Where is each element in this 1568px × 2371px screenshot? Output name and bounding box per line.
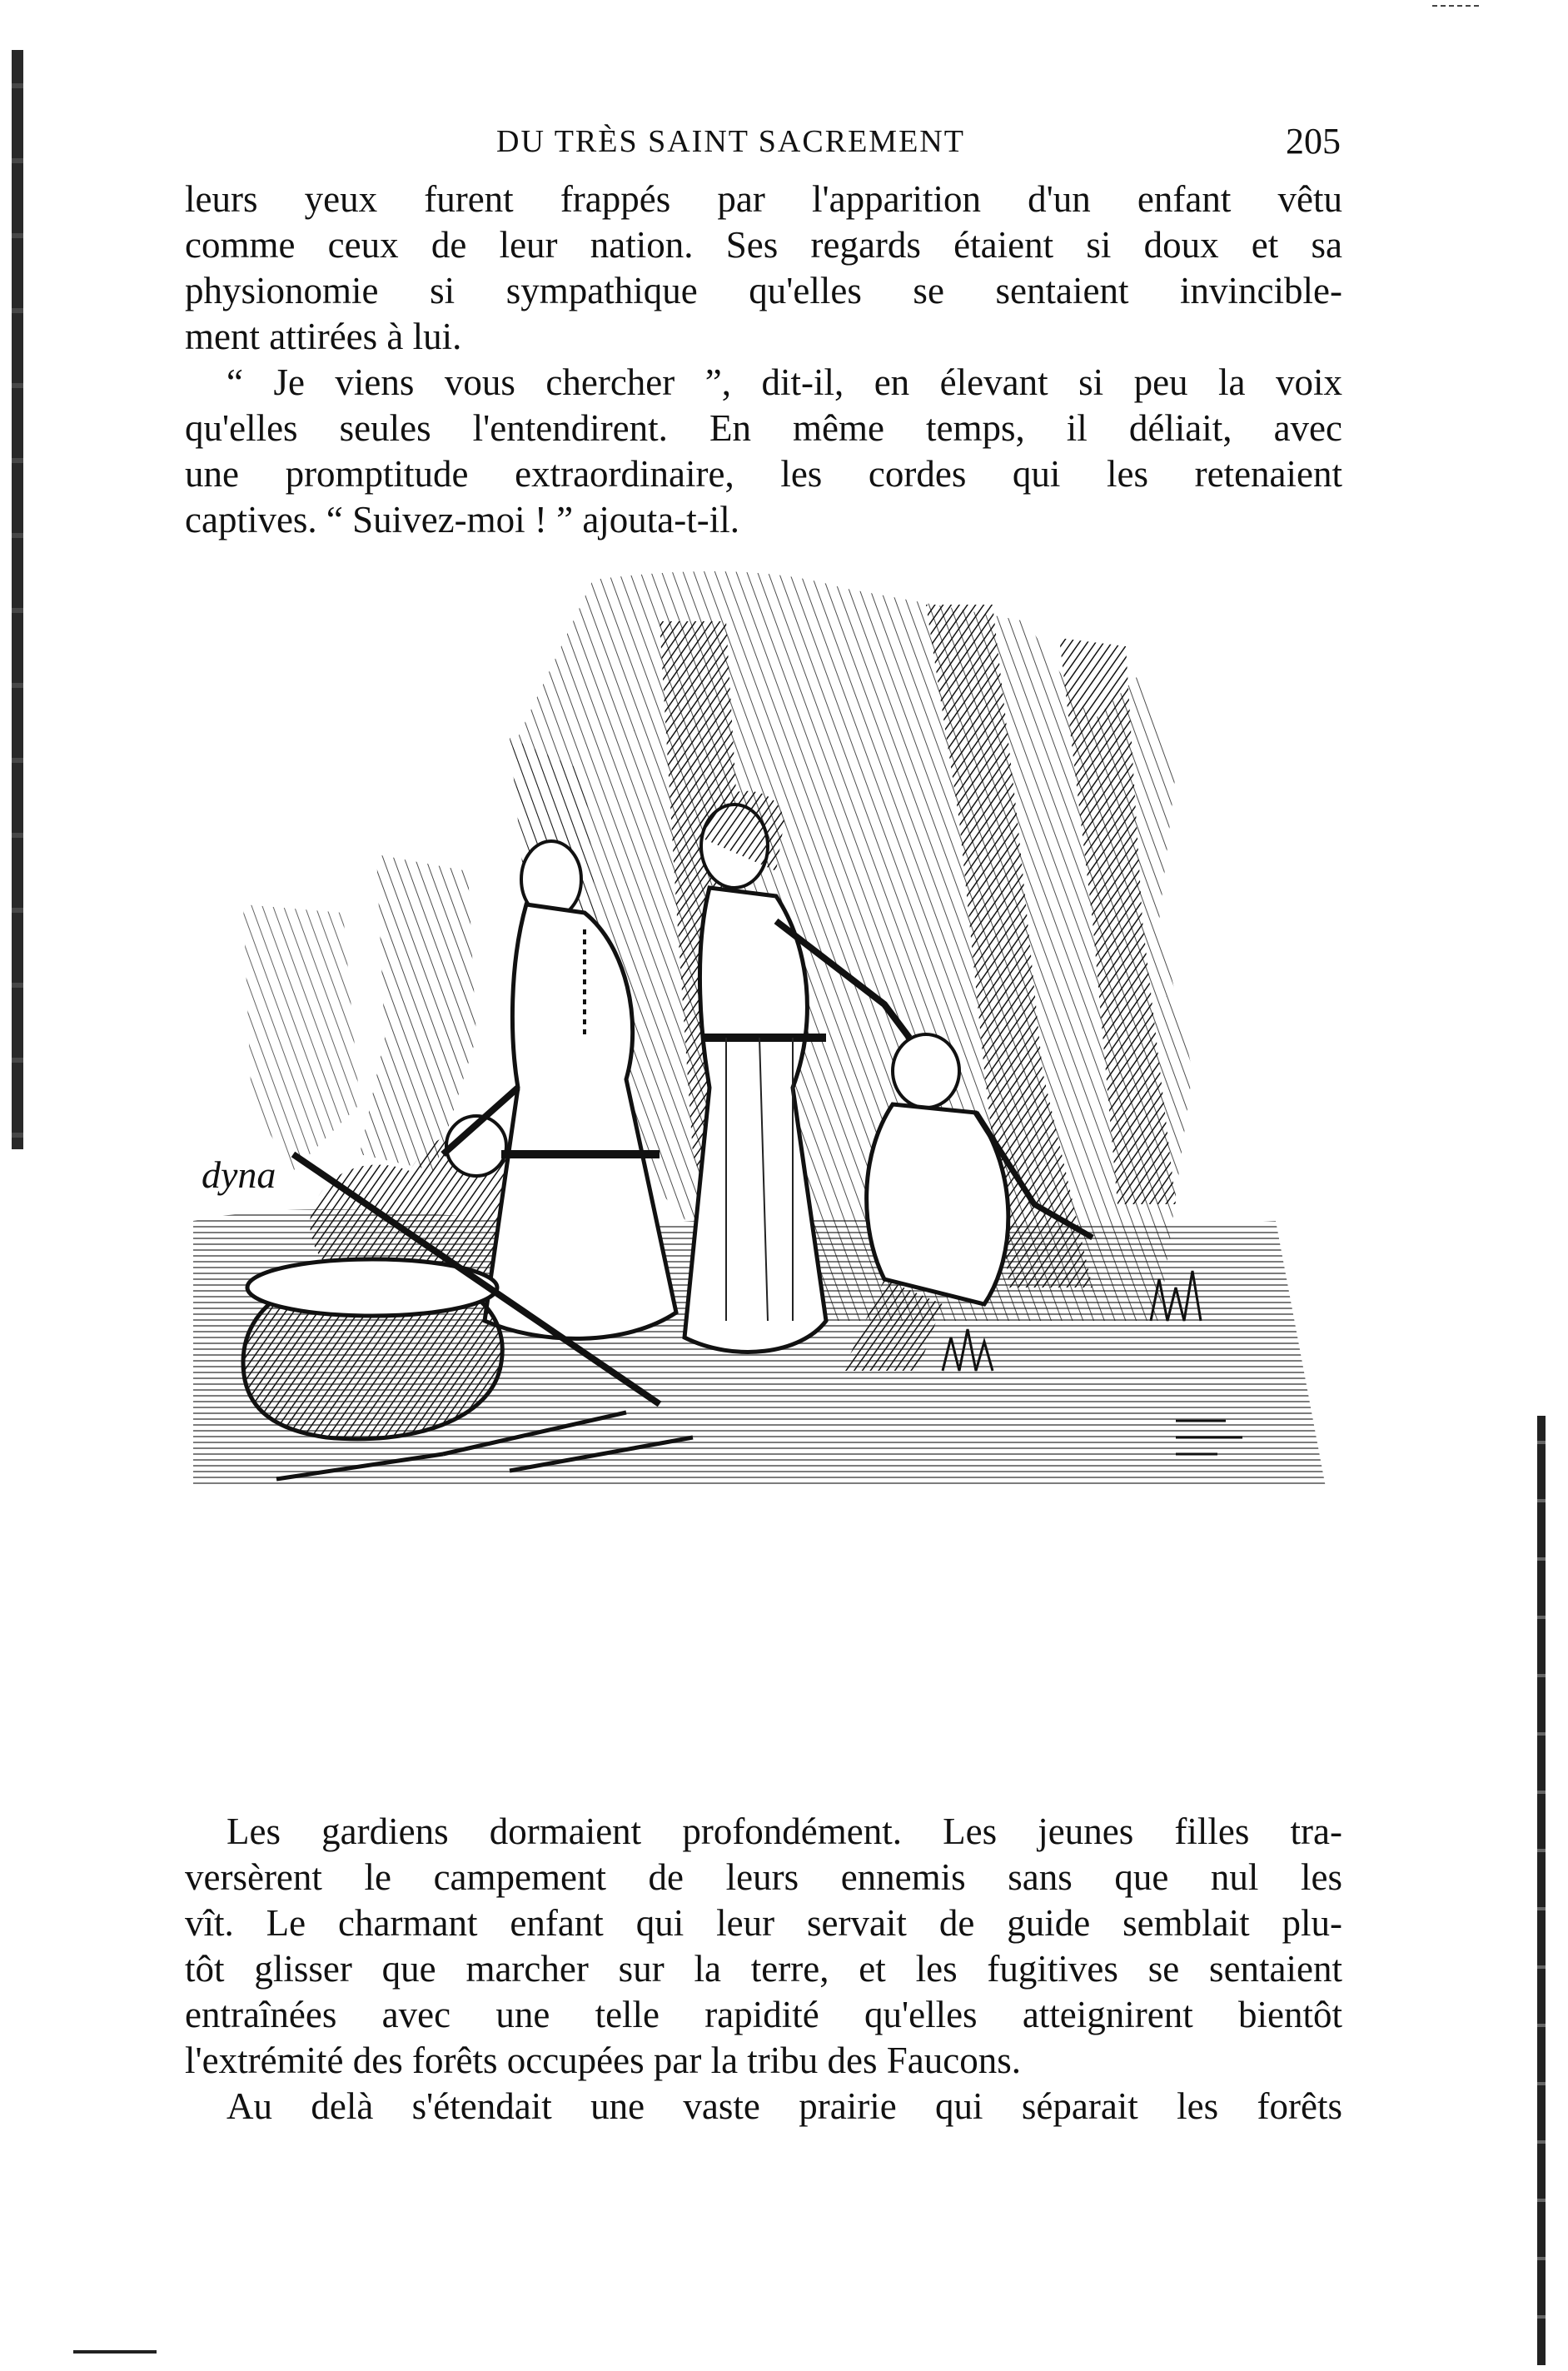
text-line: comme ceux de leur nation. Ses regards étaient si doux et sa [185,224,1342,266]
page-number: 205 [1286,121,1341,162]
text-line: Les gardiens dormaient profondément. Les jeunes filles tra- [226,1811,1342,1852]
forest-scene-icon [193,571,1326,1487]
page-edge-shadow [12,50,23,1149]
running-head [192,117,1341,167]
text-line: tôt glisser que marcher sur la terre, et les fugitives se sentaient [185,1948,1342,1990]
paragraph-block-bottom [185,1809,1342,2129]
text-line: qu'elles seules l'entendirent. En même temps, il déliait, avec [185,407,1342,449]
text-line: versèrent le campement de leurs ennemis sans que nul les [185,1856,1342,1898]
scan-mark [1432,5,1482,7]
text-line: leurs yeux furent frappés par l'apparition d'un enfant vêtu [185,178,1342,220]
running-title: DU TRÈS SAINT SACREMENT [496,124,965,159]
text-line: l'extrémité des forêts occupées par la tribu des Faucons. [185,2040,1022,2081]
text-line: captives. “ Suivez-moi ! ” ajouta-t-il. [185,499,740,540]
text-line: physionomie si sympathique qu'elles se sentaient invincible- [185,270,1342,311]
text-line: vît. Le charmant enfant qui leur servait de guide semblait plu- [185,1902,1342,1944]
page-edge-shadow-right [1537,1416,1546,2365]
text-line: ment attirées à lui. [185,316,462,357]
text-line: “ Je viens vous chercher ”, dit-il, en élevant si peu la voix [226,361,1342,403]
text-line: une promptitude extraordinaire, les cordes qui les retenaient [185,453,1342,495]
text-line: entraînées avec une telle rapidité qu'elles atteignirent bientôt [185,1994,1342,2035]
artist-signature: dyna [202,1153,276,1196]
engraving-illustration [193,571,1326,1487]
paragraph-block-top [185,177,1342,543]
scan-mark-bottom [73,2350,157,2354]
text-line: Au delà s'étendait une vaste prairie qui séparait les forêts [226,2085,1342,2127]
